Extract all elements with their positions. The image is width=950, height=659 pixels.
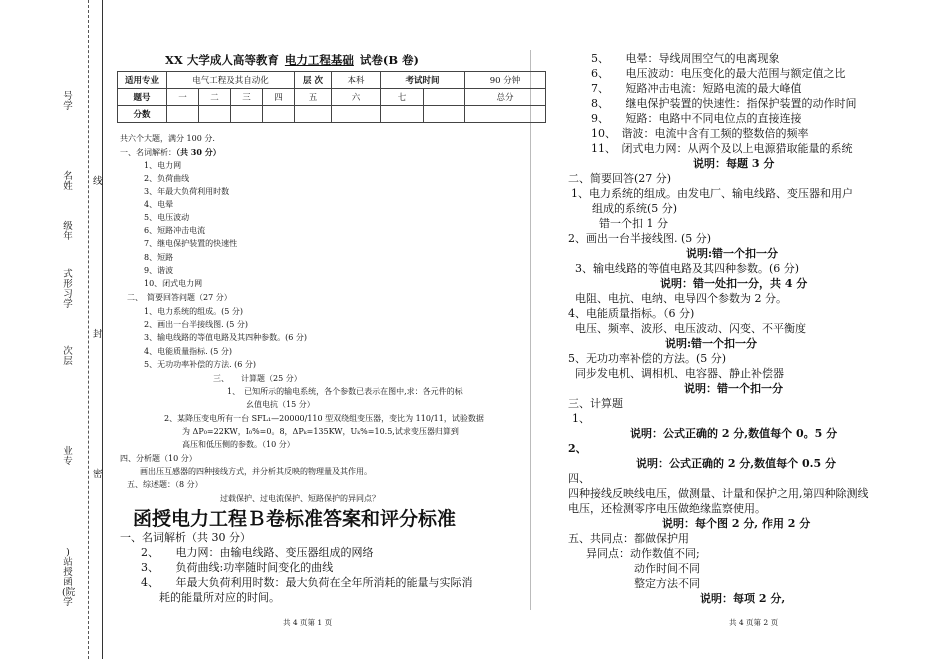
time-value: 90 分钟 (465, 72, 546, 89)
answer-sec1-item: 3、 负荷曲线:功率随时间变化的曲线 (141, 561, 334, 574)
seal-char-seal: 封 (93, 329, 103, 340)
answer-sec3-q2: 2、 (568, 442, 587, 455)
answer-sec1-item: 9、 短路：电路中不同电位点的直接连接 (591, 112, 802, 125)
exam-sec2-item: 2、画出一台半接线图. (5 分) (144, 320, 249, 329)
score-cell (167, 106, 199, 123)
question-no: 六 (332, 89, 381, 106)
level-label: 层 次 (295, 72, 332, 89)
answer-sec5-diff: 整定方法不同 (634, 577, 700, 590)
answer-sec2-text: 电压、频率、波形、电压波动、闪变、不平衡度 (575, 322, 806, 335)
score-cell (231, 106, 263, 123)
answer-sec2-text: 5、无功功率补偿的方法。(5 分) (568, 352, 727, 365)
exam-sec1-item: 1、电力网 (144, 161, 182, 170)
score-label: 分数 (118, 106, 167, 123)
exam-sec1-heading (120, 147, 221, 158)
question-no: 二 (199, 89, 231, 106)
total-label: 总分 (465, 89, 546, 106)
question-no: 五 (295, 89, 332, 106)
answer-sec2-text: 2、画出一台半接线图. (5 分) (568, 232, 712, 245)
exam-title-course: 电力工程基础 (284, 53, 354, 67)
answer-sec1-item: 7、 短路冲击电流：短路电流的最大峰值 (591, 82, 802, 95)
exam-sec3-q1-line1: 1、 已知所示的输电系统，各个参数已表示在图中,求：各元件的标 (227, 387, 463, 396)
answer-sec2-text: 错一个扣 1 分 (599, 217, 668, 230)
exam-info-table (117, 71, 546, 123)
answer-note: 说明:错一个扣一分 (686, 247, 779, 260)
exam-sec2-item: 1、电力系统的组成。(5 分) (144, 307, 243, 316)
exam-title-prefix: XX 大学成人高等教育 (165, 53, 279, 67)
answer-sec1-item: 耗的能量所对应的时间。 (159, 591, 280, 604)
answer-note: 说明:错一个扣一分 (665, 337, 758, 350)
exam-sec3-q1-line2: 幺值电抗（15 分） (246, 400, 315, 409)
exam-sec2-item: 5、无功功率补偿的方法. (6 分) (144, 360, 257, 369)
exam-sec1-item: 3、年最大负荷利用时数 (144, 187, 230, 196)
binding-dash-line (88, 0, 89, 659)
time-label: 考试时间 (381, 72, 465, 89)
answer-note: 说明：错一处扣一分，共 4 分 (660, 277, 808, 290)
answer-sec2-text: 同步发电机、调相机、电容器、静止补偿器 (575, 367, 784, 380)
exam-sec1-item: 8、短路 (144, 253, 174, 262)
answer-sec2-text: 组成的系统(5 分) (592, 202, 678, 215)
exam-sec1-item: 4、电晕 (144, 200, 174, 209)
question-no: 七 (381, 89, 424, 106)
question-no: 四 (263, 89, 295, 106)
exam-sec5-text: 过载保护、过电流保护、短路保护的异同点？ (220, 494, 380, 503)
exam-sec1-points: （共 30 分） (176, 147, 221, 157)
footer-page-left: 共 4 页第 1 页 (283, 618, 333, 627)
footer-page-right: 共 4 页第 2 页 (729, 618, 779, 627)
margin-label-school: )站授函(院学 (62, 547, 76, 608)
seal-char-line: 线 (93, 176, 103, 187)
major-value: 电气工程及其自动化 (167, 72, 295, 89)
exam-sec1-item: 10、闭式电力网 (144, 279, 203, 288)
answer-sec1-item: 8、 继电保护装置的快速性：指保护装置的动作时间 (591, 97, 857, 110)
answer-note: 说明：每个图 2 分, 作用 2 分 (662, 517, 811, 530)
exam-sec1-item: 2、负荷曲线 (144, 174, 190, 183)
margin-label-level: 次层 (63, 346, 73, 367)
score-cell (199, 106, 231, 123)
exam-sec3-q2-line1: 2、某降压变电所有一台 SFL₁—20000/110 型双绕组变压器，变比为 110/11，试验数据 (164, 414, 484, 423)
score-cell (424, 106, 465, 123)
answer-sec2-text: 3、输电线路的等值电路及其四种参数。(6 分) (575, 262, 800, 275)
answer-sec2-title: 二、简要回答(27 分) (568, 172, 672, 185)
exam-intro: 共六个大题，满分 100 分. (120, 134, 215, 143)
question-no: 一 (167, 89, 199, 106)
level-value: 本科 (332, 72, 381, 89)
answer-sec1-item: 4、 年最大负荷利用时数：最大负荷在全年所消耗的能量与实际消 (141, 576, 473, 589)
score-cell (263, 106, 295, 123)
exam-title-suffix: 试卷(B 卷) (359, 53, 419, 67)
exam-sec1-item: 7、继电保护装置的快速性 (144, 239, 238, 248)
answer-sec1-item: 11、 闭式电力网：从两个及以上电源猎取能量的系统 (591, 142, 853, 155)
major-label: 适用专业 (118, 72, 167, 89)
exam-sec2-item: 3、输电线路的等值电路及其四种参数。(6 分) (144, 333, 307, 342)
exam-sec1-item: 6、短路冲击电流 (144, 226, 206, 235)
page-divider (530, 50, 531, 610)
score-cell (332, 106, 381, 123)
answer-sec1-item: 6、 电压波动：电压变化的最大范围与额定值之比 (591, 67, 846, 80)
exam-sec2-title: 二、 简要回答问题（27 分） (127, 293, 232, 302)
answer-sec1-title: 一、名词解析（共 30 分） (120, 531, 251, 544)
margin-label-major: 业专 (63, 446, 73, 467)
exam-sec3-title: 三、 计算题（25 分） (213, 374, 302, 383)
exam-sec4-text: 画出压互感器的四种接线方式，并分析其反映的物理量及其作用。 (140, 467, 372, 476)
answer-sec4-text: 电压，还检测零序电压做绝缘监察使用。 (568, 502, 766, 515)
question-no (424, 89, 465, 106)
total-score-cell (465, 106, 546, 123)
margin-label-study-form: 式形习学 (63, 269, 73, 310)
answer-sec3-q1: 1、 (572, 412, 590, 425)
answer-note: 说明：每项 2 分, (700, 592, 786, 605)
exam-sec4-title: 四、分析题（10 分） (120, 454, 197, 463)
exam-sec2-item: 4、电能质量指标. (5 分) (144, 347, 233, 356)
question-no: 三 (231, 89, 263, 106)
answer-sec4-text: 四种接线反映线电压，做测量、计量和保护之用,第四种除测线 (568, 487, 869, 500)
margin-label-grade: 级年 (63, 221, 73, 242)
seal-char-secret: 密 (93, 469, 103, 480)
exam-sec1-item: 5、电压波动 (144, 213, 190, 222)
exam-title (165, 52, 419, 68)
margin-label-name: 名姓 (63, 171, 73, 192)
exam-sec3-q2-line3: 高压和低压侧的参数。（10 分） (182, 440, 295, 449)
answer-key-title: 函授电力工程Ｂ卷标准答案和评分标准 (133, 508, 457, 530)
answer-sec2-text: 4、电能质量指标。（6 分) (568, 307, 695, 320)
answer-sec1-item: 10、 谐波：电流中含有工频的整数倍的频率 (591, 127, 809, 140)
answer-sec2-text: 电阻、电抗、电纳、电导四个参数为 2 分。 (575, 292, 787, 305)
exam-sec1-item: 9、谐波 (144, 266, 174, 275)
answer-sec1-item: 2、 电力网：由输电线路、变压器组成的网络 (141, 546, 374, 559)
answer-sec2-text: 1、电力系统的组成。由发电厂、输电线路、变压器和用户 (571, 187, 853, 200)
answer-note: 说明：公式正确的 2 分,数值每个 0。5 分 (630, 427, 838, 440)
answer-note: 说明：错一个扣一分 (684, 382, 783, 395)
exam-sec3-q2-line2: 为 ΔP₀=22KW，I₀%=0。8，ΔPₖ=135KW，Uₖ%=10.5,试求变压器归算到 (182, 427, 459, 436)
margin-label-student-no: 号学 (63, 91, 73, 112)
answer-sec3-title: 三、计算题 (568, 397, 623, 410)
exam-sec1-title: 一、名词解析： (120, 148, 176, 157)
answer-sec1-item: 5、 电晕：导线周围空气的电离现象 (591, 52, 780, 65)
exam-sec5-title: 五、综述题：（8 分） (127, 480, 203, 489)
answer-sec4-title: 四、 (568, 472, 590, 485)
answer-sec5-title: 五、共同点：都做保护用 (568, 532, 689, 545)
answer-sec5-diff: 异同点：动作数值不同; (586, 547, 700, 560)
answer-note: 说明：每题 3 分 (693, 157, 775, 170)
answer-sec5-diff: 动作时间不同 (634, 562, 700, 575)
score-cell (381, 106, 424, 123)
score-cell (295, 106, 332, 123)
answer-note: 说明：公式正确的 2 分,数值每个 0.5 分 (636, 457, 836, 470)
question-no-label: 题号 (118, 89, 167, 106)
